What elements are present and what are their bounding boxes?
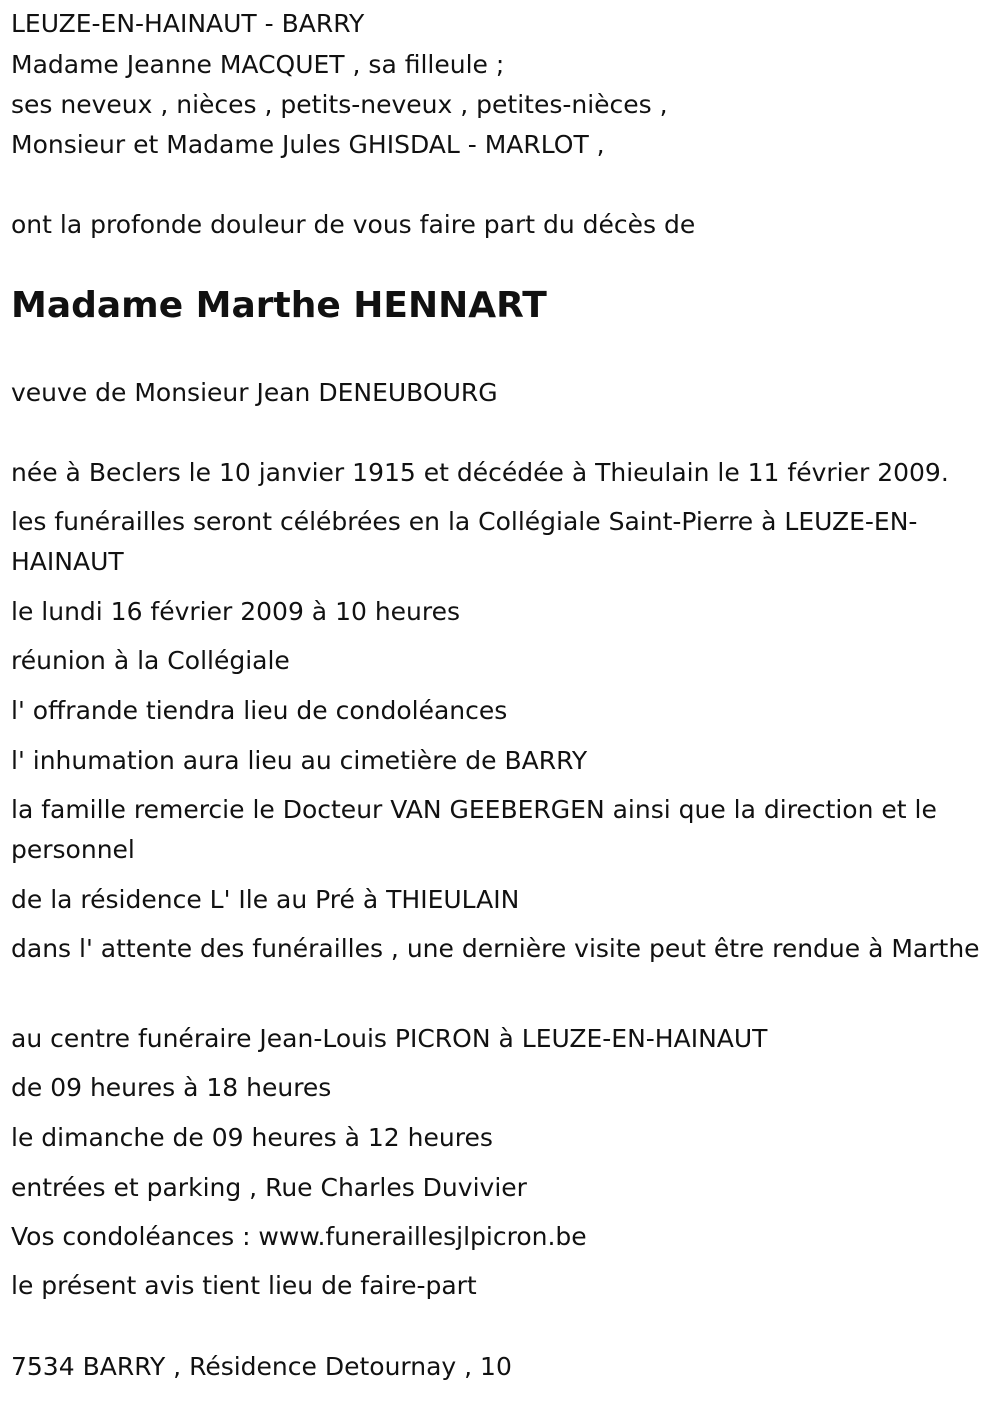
detail-line: la famille remercie le Docteur VAN GEEBERGEN ainsi que la direction et le personnel: [11, 795, 937, 864]
detail-line: les funérailles seront célébrées en la Collégiale Saint-Pierre à LEUZE-EN-HAINAUT: [11, 507, 918, 576]
family-line: Monsieur et Madame Jules GHISDAL - MARLOT ,: [11, 130, 605, 159]
widow-of-line: veuve de Monsieur Jean DENEUBOURG: [11, 378, 498, 407]
detail-line: dans l' attente des funérailles , une dernière visite peut être rendue à Marthe: [11, 934, 980, 963]
detail-line: née à Beclers le 10 janvier 1915 et décédée à Thieulain le 11 février 2009.: [11, 458, 949, 487]
detail-line: entrées et parking , Rue Charles Duvivier: [11, 1173, 527, 1202]
detail-line: le lundi 16 février 2009 à 10 heures: [11, 597, 461, 626]
detail-line: de la résidence L' Ile au Pré à THIEULAIN: [11, 885, 520, 914]
detail-line: de 09 heures à 18 heures: [11, 1073, 332, 1102]
header-place: LEUZE-EN-HAINAUT - BARRY: [11, 9, 365, 38]
detail-line: Vos condoléances : www.funeraillesjlpicron.be: [11, 1222, 587, 1251]
family-line: ses neveux , nièces , petits-neveux , petites-nièces ,: [11, 90, 668, 119]
detail-line: réunion à la Collégiale: [11, 646, 290, 675]
detail-line: l' inhumation aura lieu au cimetière de BARRY: [11, 746, 588, 775]
deceased-name: Madame Marthe HENNART: [11, 285, 547, 326]
detail-line: le présent avis tient lieu de faire-part: [11, 1271, 477, 1300]
announcement-text: ont la profonde douleur de vous faire part du décès de: [11, 210, 696, 239]
detail-line: au centre funéraire Jean-Louis PICRON à LEUZE-EN-HAINAUT: [11, 1024, 768, 1053]
address-line: 7534 BARRY , Résidence Detournay , 10: [11, 1352, 512, 1381]
detail-line: l' offrande tiendra lieu de condoléances: [11, 696, 508, 725]
detail-line: le dimanche de 09 heures à 12 heures: [11, 1123, 493, 1152]
family-line: Madame Jeanne MACQUET , sa filleule ;: [11, 50, 505, 79]
